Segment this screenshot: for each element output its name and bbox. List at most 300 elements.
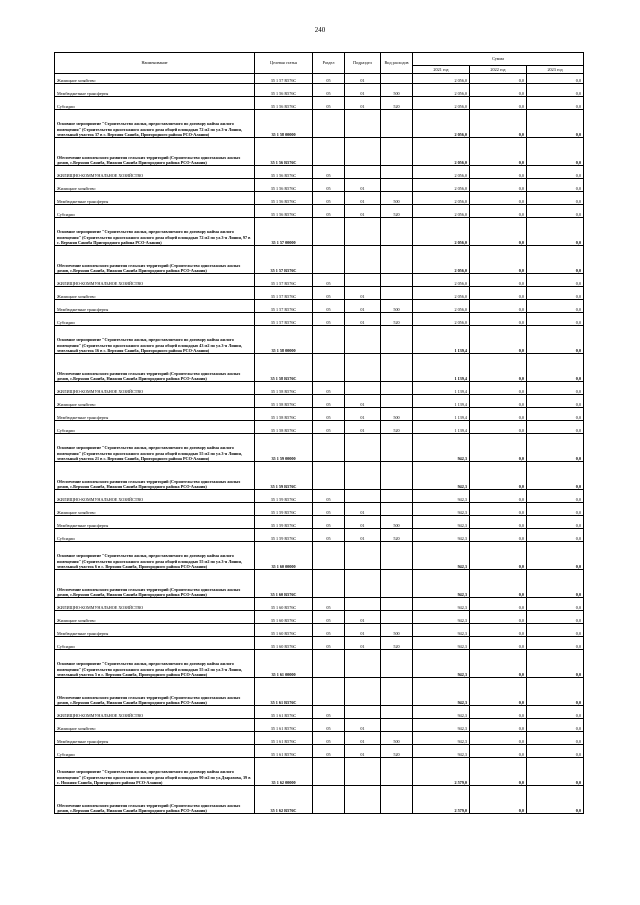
- row-section: 05: [313, 205, 345, 218]
- row-amount-2021: 1 139,4: [413, 382, 470, 395]
- row-section: 05: [313, 274, 345, 287]
- row-target-code: 35 1 56 R576С: [255, 84, 313, 97]
- row-amount-2022: 0,0: [470, 678, 527, 706]
- row-subsection: [345, 166, 381, 179]
- row-amount-2021: 942,3: [413, 745, 470, 758]
- table-row: [55, 570, 584, 598]
- row-subsection: [345, 354, 381, 382]
- row-expense-type: [381, 326, 413, 354]
- row-section: [313, 678, 345, 706]
- table-row: [55, 97, 584, 110]
- row-target-code: 35 1 58 R576С: [255, 421, 313, 434]
- table-row: [55, 434, 584, 462]
- row-expense-type: [381, 74, 413, 84]
- row-name: Межбюджетные трансферты: [55, 516, 255, 529]
- row-amount-2021: 2 056,0: [413, 97, 470, 110]
- row-section: 05: [313, 637, 345, 650]
- row-amount-2021: 942,3: [413, 732, 470, 745]
- row-amount-2023: 0,0: [527, 287, 584, 300]
- row-target-code: 35 1 61 R576С: [255, 732, 313, 745]
- table-row: [55, 786, 584, 814]
- row-amount-2022: 0,0: [470, 598, 527, 611]
- row-amount-2022: 0,0: [470, 382, 527, 395]
- row-name: Межбюджетные трансферты: [55, 300, 255, 313]
- table-header: [55, 53, 584, 74]
- row-name: Обеспечение комплексного развития сельских территорий (Строительство одноэтажных жилых домов, с.Верхняя Саниба, Нижняя Саниба Пригородного района РСО-Алания): [55, 138, 255, 166]
- row-section: 05: [313, 421, 345, 434]
- table-row: [55, 354, 584, 382]
- row-name: Обеспечение комплексного развития сельских территорий (Строительство одноэтажных жилых домов, с.Верхняя Саниба, Нижняя Саниба Пригородного района РСО-Алания): [55, 786, 255, 814]
- row-amount-2022: 0,0: [470, 611, 527, 624]
- row-amount-2021: 942,3: [413, 462, 470, 490]
- row-target-code: 35 1 58 R576С: [255, 395, 313, 408]
- row-name: Обеспечение комплексного развития сельских территорий (Строительство одноэтажных жилых домов, с.Верхняя Саниба, Нижняя Саниба Пригородного района РСО-Алания): [55, 570, 255, 598]
- row-target-code: 35 1 58 00000: [255, 110, 313, 138]
- header-section: Раздел: [313, 53, 345, 74]
- table-row: [55, 516, 584, 529]
- table-row: [55, 624, 584, 637]
- row-amount-2023: 0,0: [527, 503, 584, 516]
- table-row: [55, 503, 584, 516]
- row-expense-type: [381, 274, 413, 287]
- row-expense-type: 520: [381, 637, 413, 650]
- row-expense-type: [381, 490, 413, 503]
- row-expense-type: 520: [381, 205, 413, 218]
- row-subsection: 01: [345, 74, 381, 84]
- row-amount-2022: 0,0: [470, 192, 527, 205]
- table-row: [55, 84, 584, 97]
- row-target-code: 35 1 60 00000: [255, 542, 313, 570]
- row-name: Межбюджетные трансферты: [55, 624, 255, 637]
- row-amount-2023: 0,0: [527, 678, 584, 706]
- row-subsection: 01: [345, 732, 381, 745]
- table-row: [55, 719, 584, 732]
- row-target-code: 35 1 61 00000: [255, 650, 313, 678]
- row-expense-type: [381, 542, 413, 570]
- row-amount-2021: 2 579,0: [413, 786, 470, 814]
- row-amount-2023: 0,0: [527, 274, 584, 287]
- row-target-code: 35 1 58 R576С: [255, 382, 313, 395]
- row-target-code: 35 1 60 R576С: [255, 624, 313, 637]
- row-subsection: 01: [345, 719, 381, 732]
- row-name: Жилищное хозяйство: [55, 74, 255, 84]
- row-amount-2022: 0,0: [470, 138, 527, 166]
- row-name: Жилищное хозяйство: [55, 179, 255, 192]
- table-row: [55, 395, 584, 408]
- row-expense-type: [381, 110, 413, 138]
- row-target-code: 35 1 57 R576С: [255, 74, 313, 84]
- row-subsection: [345, 542, 381, 570]
- row-name: ЖИЛИЩНО-КОММУНАЛЬНОЕ ХОЗЯЙСТВО: [55, 166, 255, 179]
- row-section: [313, 138, 345, 166]
- row-section: 05: [313, 611, 345, 624]
- row-section: 05: [313, 166, 345, 179]
- row-name: Обеспечение комплексного развития сельских территорий (Строительство одноэтажных жилых домов, с.Верхняя Саниба, Нижняя Саниба Пригородного района РСО-Алания): [55, 354, 255, 382]
- row-section: 05: [313, 300, 345, 313]
- row-subsection: 01: [345, 624, 381, 637]
- row-name: ЖИЛИЩНО-КОММУНАЛЬНОЕ ХОЗЯЙСТВО: [55, 706, 255, 719]
- row-subsection: 01: [345, 421, 381, 434]
- row-amount-2021: 2 056,0: [413, 246, 470, 274]
- row-target-code: 35 1 61 R576С: [255, 719, 313, 732]
- row-target-code: 35 1 61 R576С: [255, 678, 313, 706]
- row-expense-type: 520: [381, 313, 413, 326]
- row-expense-type: 520: [381, 421, 413, 434]
- row-name: Субсидии: [55, 421, 255, 434]
- row-subsection: 01: [345, 516, 381, 529]
- row-amount-2023: 0,0: [527, 192, 584, 205]
- row-name: Субсидии: [55, 745, 255, 758]
- row-amount-2022: 0,0: [470, 408, 527, 421]
- row-expense-type: 500: [381, 84, 413, 97]
- row-section: [313, 110, 345, 138]
- row-amount-2023: 0,0: [527, 179, 584, 192]
- table-body: [55, 74, 584, 814]
- row-section: 05: [313, 745, 345, 758]
- row-amount-2023: 0,0: [527, 529, 584, 542]
- row-target-code: 35 1 60 R576С: [255, 611, 313, 624]
- row-section: 05: [313, 624, 345, 637]
- row-section: 05: [313, 382, 345, 395]
- header-year-2021: 2021 год: [413, 66, 470, 74]
- row-target-code: 35 1 57 R576С: [255, 287, 313, 300]
- row-amount-2022: 0,0: [470, 434, 527, 462]
- row-amount-2023: 0,0: [527, 624, 584, 637]
- row-amount-2023: 0,0: [527, 354, 584, 382]
- row-amount-2022: 0,0: [470, 326, 527, 354]
- row-subsection: 01: [345, 287, 381, 300]
- row-amount-2021: 2 056,0: [413, 313, 470, 326]
- row-name: Основное мероприятие "Строительство жилья, предоставляемого по договору найма жилого помещения" (Строительство одноэтажного жилого дома общей площадью 72 м2 по ул.3-я Линия, 97 в с. Верхняя Саниба Пригородного района РСО-Алания): [55, 218, 255, 246]
- row-expense-type: [381, 354, 413, 382]
- row-name: Основное мероприятие "Строительство жилья, предоставляемого по договору найма жилого помещения" (Строительство одноэтажного жилого дома общей площадью 55 м2 по ул.3-я Линия, земельный участок 5 в с. Верхняя Саниба, Пригородного района РСО-Алания): [55, 650, 255, 678]
- row-amount-2021: 942,3: [413, 434, 470, 462]
- row-amount-2022: 0,0: [470, 179, 527, 192]
- row-section: 05: [313, 529, 345, 542]
- row-target-code: 35 1 57 R576С: [255, 313, 313, 326]
- row-name: Основное мероприятие "Строительство жилья, предоставляемого по договору найма жилого помещения" (Строительство одноэтажного жилого дома общей площадью 90 м2 по ул.Дзарахова, 39 в с. Нижняя Саниба, Пригородного района РСО-Алания): [55, 758, 255, 786]
- row-name: Жилищное хозяйство: [55, 395, 255, 408]
- row-target-code: 35 1 56 R576С: [255, 138, 313, 166]
- row-amount-2022: 0,0: [470, 542, 527, 570]
- row-amount-2023: 0,0: [527, 542, 584, 570]
- row-expense-type: [381, 462, 413, 490]
- row-name: Обеспечение комплексного развития сельских территорий (Строительство одноэтажных жилых домов, с.Верхняя Саниба, Нижняя Саниба Пригородного района РСО-Алания): [55, 678, 255, 706]
- row-target-code: 35 1 57 R576С: [255, 274, 313, 287]
- row-subsection: [345, 462, 381, 490]
- row-amount-2021: 942,3: [413, 650, 470, 678]
- row-name: ЖИЛИЩНО-КОММУНАЛЬНОЕ ХОЗЯЙСТВО: [55, 598, 255, 611]
- page-number: 240: [314, 26, 326, 34]
- row-amount-2023: 0,0: [527, 408, 584, 421]
- row-expense-type: [381, 503, 413, 516]
- row-subsection: 01: [345, 205, 381, 218]
- row-name: ЖИЛИЩНО-КОММУНАЛЬНОЕ ХОЗЯЙСТВО: [55, 382, 255, 395]
- row-amount-2023: 0,0: [527, 382, 584, 395]
- header-subsection: Подраздел: [345, 53, 381, 74]
- table-row: [55, 313, 584, 326]
- row-expense-type: [381, 786, 413, 814]
- row-amount-2021: 1 139,4: [413, 395, 470, 408]
- table-row: [55, 542, 584, 570]
- row-subsection: 01: [345, 97, 381, 110]
- row-amount-2021: 942,3: [413, 570, 470, 598]
- row-name: Основное мероприятие "Строительство жилья, предоставляемого по договору найма жилого помещения" (Строительство одноэтажного жилого дома общей площадью 55 м2 по ул.3-я Линия, земельный участок 21 в с. Верхняя Саниба, Пригородного района РСО-Алания): [55, 434, 255, 462]
- row-expense-type: [381, 611, 413, 624]
- row-subsection: 01: [345, 503, 381, 516]
- row-subsection: 01: [345, 408, 381, 421]
- row-target-code: 35 1 58 R576С: [255, 408, 313, 421]
- row-name: Межбюджетные трансферты: [55, 192, 255, 205]
- row-expense-type: [381, 719, 413, 732]
- row-amount-2021: 942,3: [413, 542, 470, 570]
- row-amount-2022: 0,0: [470, 758, 527, 786]
- row-section: 05: [313, 598, 345, 611]
- row-expense-type: [381, 434, 413, 462]
- row-name: Межбюджетные трансферты: [55, 408, 255, 421]
- row-amount-2022: 0,0: [470, 719, 527, 732]
- row-subsection: [345, 758, 381, 786]
- row-subsection: 01: [345, 395, 381, 408]
- row-amount-2023: 0,0: [527, 745, 584, 758]
- row-amount-2023: 0,0: [527, 74, 584, 84]
- row-expense-type: 500: [381, 732, 413, 745]
- row-amount-2021: 942,3: [413, 706, 470, 719]
- row-subsection: 01: [345, 179, 381, 192]
- row-amount-2022: 0,0: [470, 786, 527, 814]
- row-section: [313, 462, 345, 490]
- row-amount-2022: 0,0: [470, 462, 527, 490]
- row-section: 05: [313, 313, 345, 326]
- row-subsection: 01: [345, 745, 381, 758]
- row-target-code: 35 1 61 R576С: [255, 745, 313, 758]
- row-amount-2021: 942,3: [413, 529, 470, 542]
- table-row: [55, 326, 584, 354]
- row-expense-type: 500: [381, 408, 413, 421]
- table-row: [55, 758, 584, 786]
- row-amount-2023: 0,0: [527, 758, 584, 786]
- row-name: Межбюджетные трансферты: [55, 732, 255, 745]
- table-row: [55, 408, 584, 421]
- row-section: 05: [313, 516, 345, 529]
- row-amount-2022: 0,0: [470, 732, 527, 745]
- row-amount-2022: 0,0: [470, 745, 527, 758]
- row-expense-type: [381, 678, 413, 706]
- row-target-code: 35 1 60 R576С: [255, 637, 313, 650]
- row-amount-2023: 0,0: [527, 570, 584, 598]
- row-expense-type: [381, 382, 413, 395]
- row-expense-type: [381, 179, 413, 192]
- row-expense-type: [381, 650, 413, 678]
- row-amount-2021: 2 056,0: [413, 274, 470, 287]
- row-target-code: 35 1 59 R576С: [255, 516, 313, 529]
- row-section: 05: [313, 408, 345, 421]
- row-expense-type: 500: [381, 516, 413, 529]
- row-section: [313, 354, 345, 382]
- row-name: Обеспечение комплексного развития сельских территорий (Строительство одноэтажных жилых домов, с.Верхняя Саниба, Нижняя Саниба Пригородного района РСО-Алания): [55, 246, 255, 274]
- row-subsection: [345, 326, 381, 354]
- row-amount-2021: 2 056,0: [413, 205, 470, 218]
- row-subsection: 01: [345, 84, 381, 97]
- row-section: 05: [313, 74, 345, 84]
- table-row: [55, 166, 584, 179]
- row-subsection: [345, 650, 381, 678]
- row-amount-2023: 0,0: [527, 786, 584, 814]
- row-amount-2022: 0,0: [470, 650, 527, 678]
- row-subsection: 01: [345, 192, 381, 205]
- row-section: 05: [313, 706, 345, 719]
- table-row: [55, 274, 584, 287]
- table-row: [55, 462, 584, 490]
- table-row: [55, 678, 584, 706]
- row-expense-type: [381, 706, 413, 719]
- row-amount-2021: 2 056,0: [413, 287, 470, 300]
- row-amount-2023: 0,0: [527, 706, 584, 719]
- table-row: [55, 192, 584, 205]
- row-amount-2021: 1 139,4: [413, 408, 470, 421]
- table-row: [55, 529, 584, 542]
- row-target-code: 35 1 61 R576С: [255, 706, 313, 719]
- row-amount-2021: 942,3: [413, 719, 470, 732]
- row-expense-type: [381, 598, 413, 611]
- row-name: Основное мероприятие "Строительство жилья, предоставляемого по договору найма жилого помещения" (Строительство одноэтажного жилого дома общей площадью 72 м2 по ул.3-я Линия, земельный участок 37 в с. Верхняя Саниба, Пригородного района РСО-Алания): [55, 110, 255, 138]
- header-sum: Сумма: [413, 53, 584, 66]
- row-expense-type: [381, 395, 413, 408]
- row-section: [313, 218, 345, 246]
- row-amount-2021: 942,3: [413, 624, 470, 637]
- row-section: 05: [313, 490, 345, 503]
- row-expense-type: 500: [381, 300, 413, 313]
- row-amount-2022: 0,0: [470, 287, 527, 300]
- row-expense-type: [381, 287, 413, 300]
- row-target-code: 35 1 59 R576С: [255, 490, 313, 503]
- row-amount-2023: 0,0: [527, 611, 584, 624]
- row-name: Жилищное хозяйство: [55, 503, 255, 516]
- row-amount-2022: 0,0: [470, 205, 527, 218]
- row-target-code: 35 1 59 00000: [255, 434, 313, 462]
- row-subsection: [345, 382, 381, 395]
- row-amount-2022: 0,0: [470, 74, 527, 84]
- row-name: Субсидии: [55, 205, 255, 218]
- row-amount-2021: 1 139,4: [413, 354, 470, 382]
- row-amount-2021: 1 139,4: [413, 421, 470, 434]
- row-amount-2023: 0,0: [527, 434, 584, 462]
- row-target-code: 35 1 57 R576С: [255, 246, 313, 274]
- row-amount-2021: 942,3: [413, 503, 470, 516]
- row-section: 05: [313, 287, 345, 300]
- row-amount-2023: 0,0: [527, 719, 584, 732]
- row-name: Основное мероприятие "Строительство жилья, предоставляемого по договору найма жилого помещения" (Строительство одноэтажного жилого дома общей площадью 43 м2 по ул.3-я Линия, земельный участок 16 в с. Верхняя Саниба, Пригородного района РСО-Алания): [55, 326, 255, 354]
- row-subsection: [345, 598, 381, 611]
- row-amount-2022: 0,0: [470, 570, 527, 598]
- row-section: [313, 786, 345, 814]
- row-section: [313, 326, 345, 354]
- row-amount-2021: 2 056,0: [413, 218, 470, 246]
- row-section: [313, 570, 345, 598]
- table-row: [55, 421, 584, 434]
- row-amount-2023: 0,0: [527, 650, 584, 678]
- header-name: Наименование: [55, 53, 255, 74]
- table-row: [55, 598, 584, 611]
- row-target-code: 35 1 59 R576С: [255, 503, 313, 516]
- row-target-code: 35 1 56 R576С: [255, 179, 313, 192]
- row-subsection: 01: [345, 300, 381, 313]
- row-amount-2023: 0,0: [527, 421, 584, 434]
- row-amount-2022: 0,0: [470, 97, 527, 110]
- row-name: Жилищное хозяйство: [55, 719, 255, 732]
- row-amount-2021: 2 056,0: [413, 110, 470, 138]
- table-row: [55, 218, 584, 246]
- row-section: 05: [313, 84, 345, 97]
- row-subsection: 01: [345, 637, 381, 650]
- row-name: Субсидии: [55, 529, 255, 542]
- row-name: Жилищное хозяйство: [55, 611, 255, 624]
- row-subsection: [345, 110, 381, 138]
- row-amount-2021: 942,3: [413, 637, 470, 650]
- row-amount-2022: 0,0: [470, 503, 527, 516]
- row-amount-2021: 942,3: [413, 516, 470, 529]
- row-expense-type: [381, 138, 413, 166]
- table-row: [55, 179, 584, 192]
- table-row: [55, 246, 584, 274]
- header-expense-type: Вид расходов: [381, 53, 413, 74]
- row-amount-2023: 0,0: [527, 326, 584, 354]
- row-subsection: [345, 138, 381, 166]
- row-section: 05: [313, 192, 345, 205]
- row-amount-2023: 0,0: [527, 138, 584, 166]
- row-name: Основное мероприятие "Строительство жилья, предоставляемого по договору найма жилого помещения" (Строительство одноэтажного жилого дома общей площадью 55 м2 по ул.3-я Линия, земельный участок 6 в с. Верхняя Саниба, Пригородного района РСО-Алания): [55, 542, 255, 570]
- header-target: Целевая статья: [255, 53, 313, 74]
- row-target-code: 35 1 59 R576С: [255, 529, 313, 542]
- row-amount-2022: 0,0: [470, 300, 527, 313]
- row-subsection: 01: [345, 529, 381, 542]
- row-amount-2023: 0,0: [527, 166, 584, 179]
- row-name: Субсидии: [55, 313, 255, 326]
- row-amount-2023: 0,0: [527, 732, 584, 745]
- row-amount-2021: 1 139,4: [413, 326, 470, 354]
- table-row: [55, 382, 584, 395]
- row-amount-2022: 0,0: [470, 421, 527, 434]
- row-amount-2023: 0,0: [527, 395, 584, 408]
- table-row: [55, 745, 584, 758]
- row-section: 05: [313, 395, 345, 408]
- row-target-code: 35 1 60 R576С: [255, 598, 313, 611]
- row-section: [313, 758, 345, 786]
- row-target-code: 35 1 57 R576С: [255, 300, 313, 313]
- row-amount-2022: 0,0: [470, 218, 527, 246]
- row-section: [313, 434, 345, 462]
- row-name: Межбюджетные трансферты: [55, 84, 255, 97]
- row-target-code: 35 1 56 R576С: [255, 166, 313, 179]
- row-amount-2022: 0,0: [470, 246, 527, 274]
- table-row: [55, 490, 584, 503]
- row-section: 05: [313, 732, 345, 745]
- row-amount-2021: 2 056,0: [413, 166, 470, 179]
- row-subsection: [345, 570, 381, 598]
- row-name: Субсидии: [55, 97, 255, 110]
- row-amount-2022: 0,0: [470, 313, 527, 326]
- row-target-code: 35 1 57 00000: [255, 218, 313, 246]
- row-subsection: 01: [345, 611, 381, 624]
- row-amount-2023: 0,0: [527, 637, 584, 650]
- row-amount-2021: 2 056,0: [413, 179, 470, 192]
- row-amount-2021: 2 056,0: [413, 84, 470, 97]
- row-subsection: [345, 678, 381, 706]
- row-amount-2023: 0,0: [527, 598, 584, 611]
- row-section: 05: [313, 503, 345, 516]
- row-expense-type: [381, 218, 413, 246]
- row-name: ЖИЛИЩНО-КОММУНАЛЬНОЕ ХОЗЯЙСТВО: [55, 490, 255, 503]
